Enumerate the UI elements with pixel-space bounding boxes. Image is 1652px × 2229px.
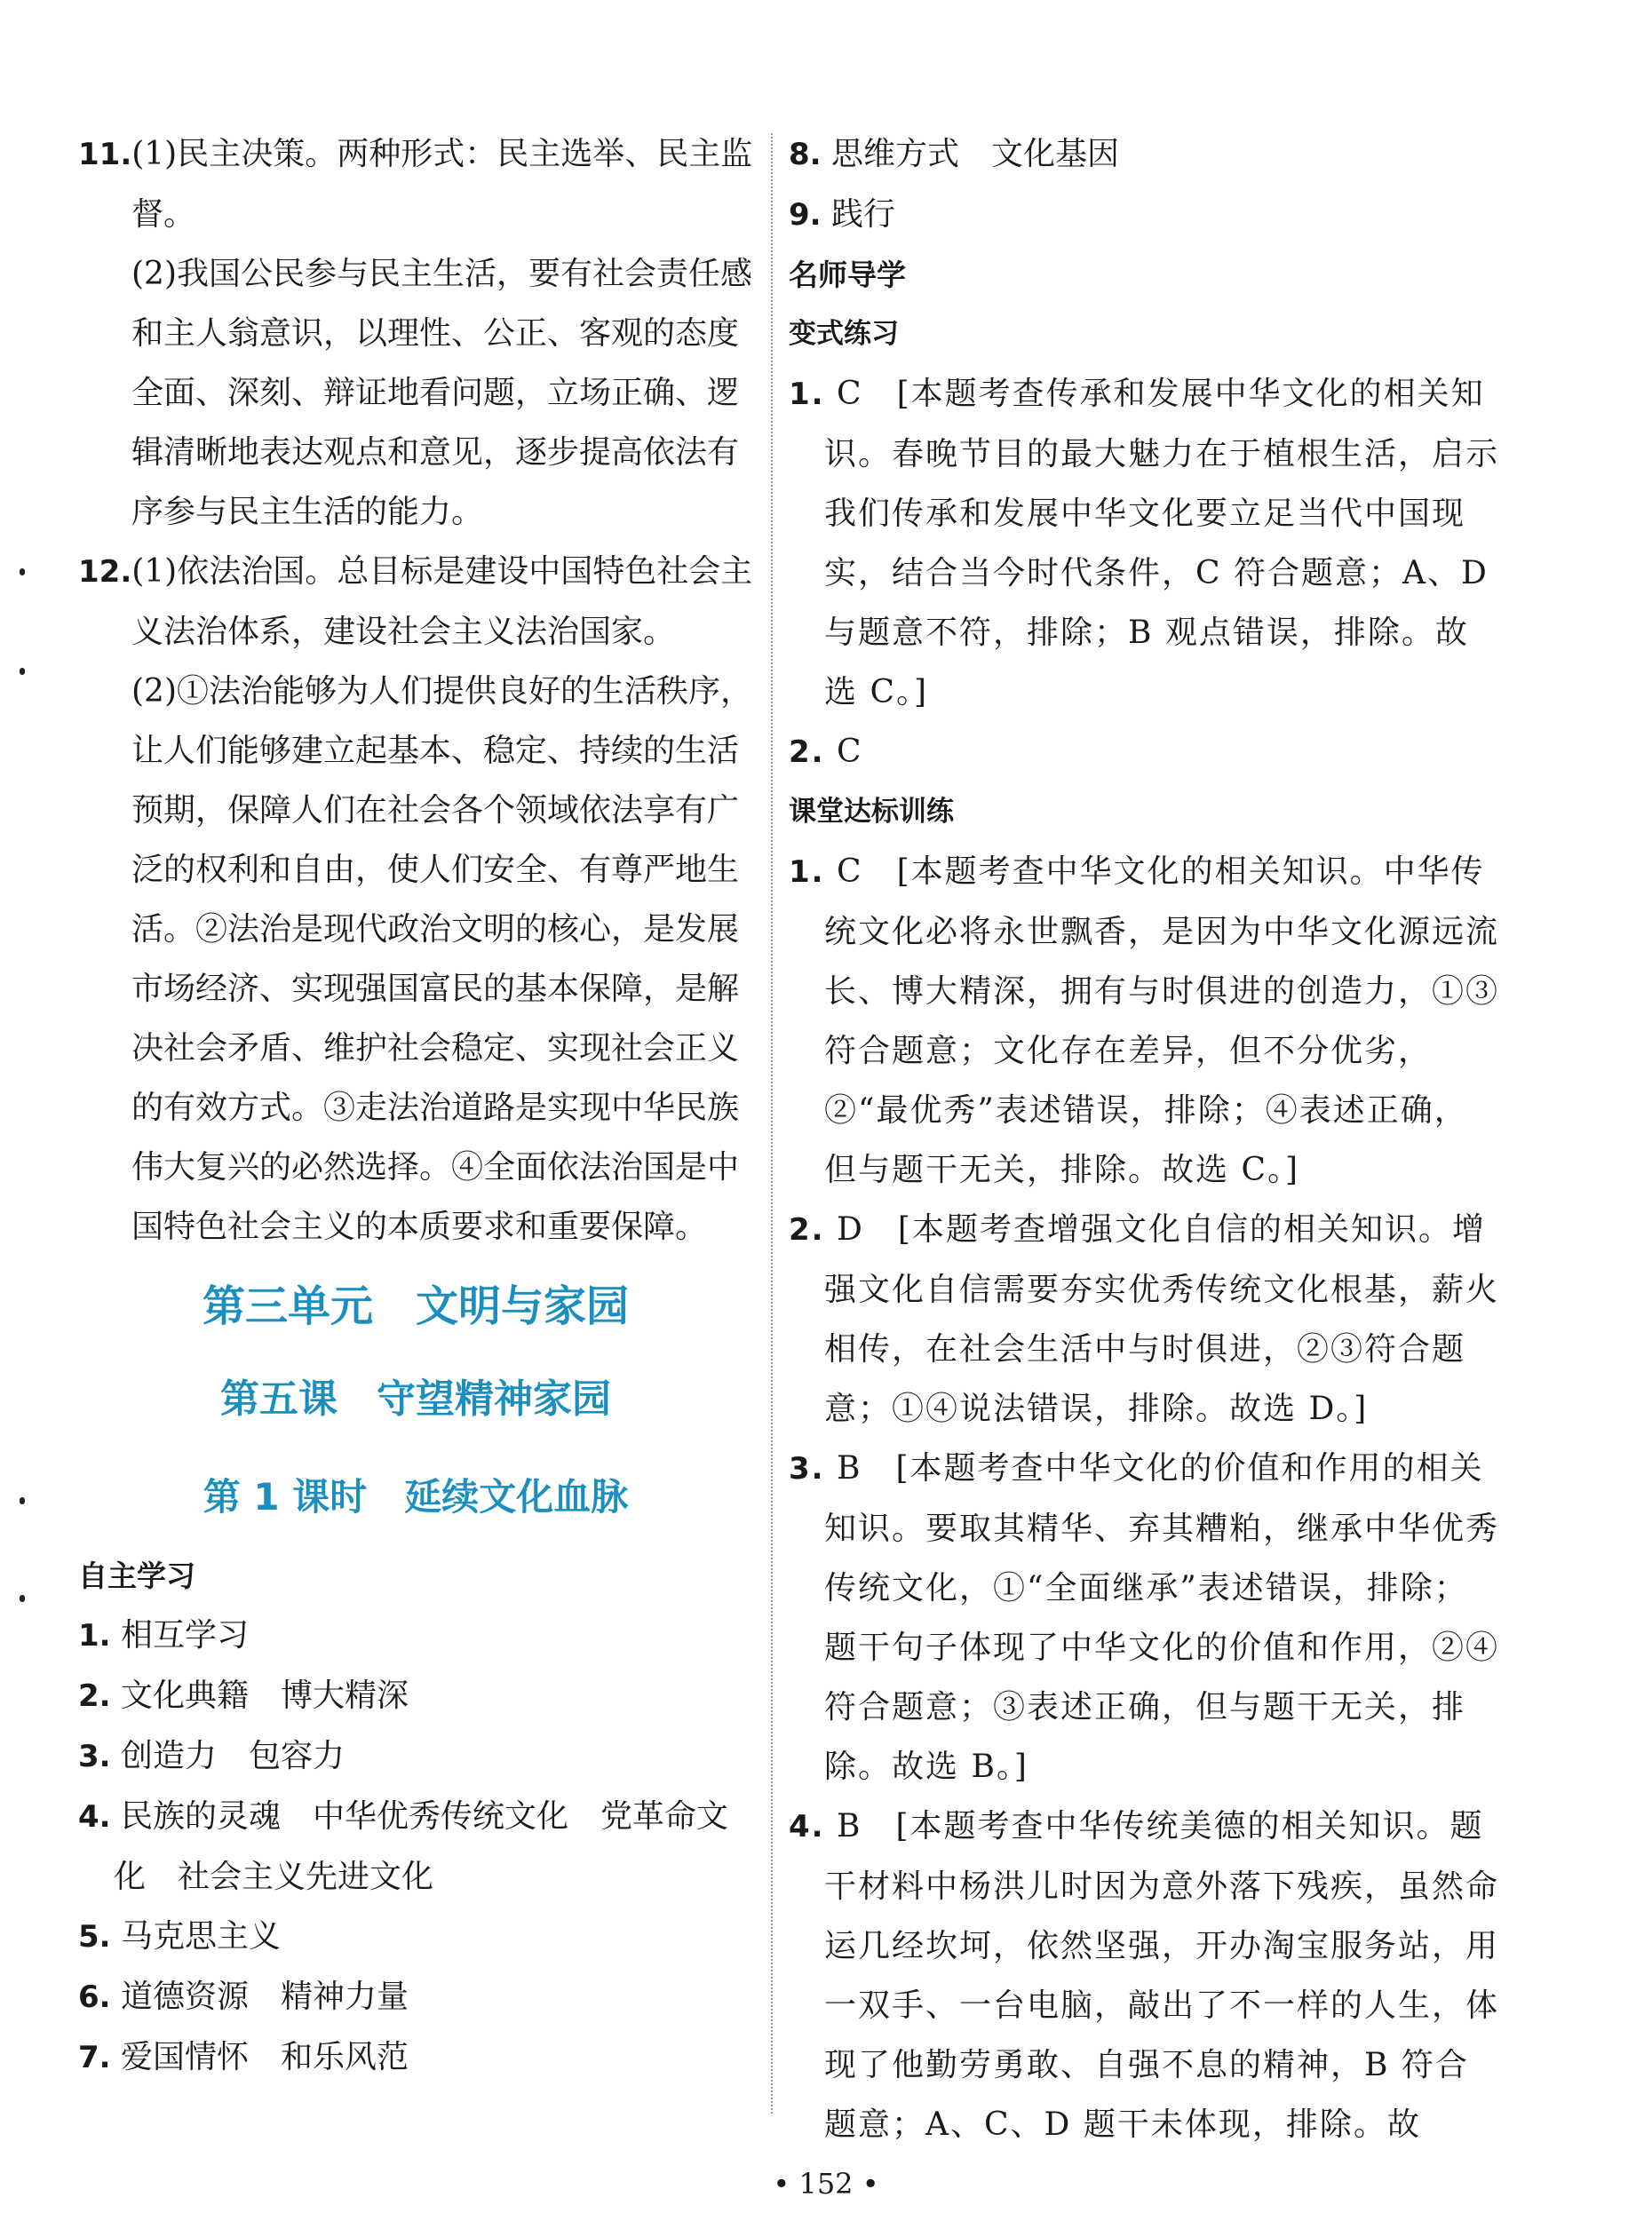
margin-mark — [20, 1595, 25, 1602]
answer-q11: 11.(1)民主决策。两种形式：民主选举、民主监督。 — [78, 136, 753, 233]
answer-item: 2. C — [789, 734, 863, 770]
answer-item: 1. C [本题考查中华文化的相关知识。中华传统文化必将永世飘香，是因为中华文化源远流长、博大精深，拥有与时俱进的创造力，①③符合题意；文化存在差异，但不分优劣，②“最优秀”表述错误，排除；④表述正确，但与题干无关，排除。故选 C。] — [789, 853, 1500, 1188]
answer-item: 3. B [本题考查中华文化的价值和作用的相关知识。要取其精华、弃其糟粕，继承中华优秀传统文化，①“全面继承”表述错误，排除；题干句子体现了中华文化的价值和作用，②④符合题意；③表述正确，但与题干无关，排除。故选 B。] — [789, 1450, 1500, 1785]
column-divider — [771, 133, 773, 2114]
margin-mark — [20, 1497, 25, 1504]
list-item: 9. 践行 — [789, 196, 896, 233]
answer-q12-part2: (2)①法治能够为人们提供良好的生活秩序，让人们能够建立起基本、稳定、持续的生活预期，保障人们在社会各个领域依法享有广泛的权利和自由，使人们安全、有尊严地生活。②法治是现代政治文明的核心，是发展市场经济、实现强国富民的基本保障，是解决社会矛盾、维护社会稳定、实现社会正义的有效方式。③走法治道路是实现中华民族伟大复兴的必然选择。④全面依法治国是中国特色社会主义的本质要求和重要保障。 — [131, 673, 752, 1245]
answer-q11-part2: (2)我国公民参与民主生活，要有社会责任感和主人翁意识，以理性、公正、客观的态度全面、深刻、辩证地看问题，立场正确、逻辑清晰地表达观点和意见，逐步提高依法有序参与民主生活的能力。 — [131, 256, 752, 530]
lesson-title: 第五课 守望精神家园 — [220, 1376, 611, 1422]
unit-title: 第三单元 文明与家园 — [202, 1281, 629, 1331]
list-item: 1. 相互学习 — [78, 1617, 250, 1654]
list-item: 4. 民族的灵魂 中华优秀传统文化 党革命文化 社会主义先进文化 — [78, 1798, 729, 1895]
answer-item: 2. D [本题考查增强文化自信的相关知识。增强文化自信需要夯实优秀传统文化根基，薪火相传，在社会生活中与时俱进，②③符合题意；①④说法错误，排除。故选 D。] — [789, 1211, 1500, 1427]
answer-item: 4. B [本题考查中华传统美德的相关知识。题干材料中杨洪儿时因为意外落下残疾，虽然命运几经坎坷，依然坚强，开办淘宝服务站，用一双手、一台电脑，敲出了不一样的人生，体现了他勤劳勇敢、自强不息的精神，B 符合题意；A、C、D 题干未体现，排除。故 — [789, 1808, 1500, 2143]
answer-item: 1. C [本题考查传承和发展中华文化的相关知识。春晚节目的最大魅力在于植根生活，启示我们传承和发展中华文化要立足当代中国现实，结合当今时代条件，C 符合题意；A、D 与题意不符，排除；B 观点错误，排除。故选 C。] — [789, 376, 1500, 710]
page-number: • 152 • — [773, 2167, 879, 2201]
list-item: 8. 思维方式 文化基因 — [789, 136, 1120, 172]
list-item: 6. 道德资源 精神力量 — [78, 1979, 409, 2015]
list-item: 3. 创造力 包容力 — [78, 1738, 345, 1774]
left-column — [78, 124, 753, 2088]
section-heading-zizhu: 自主学习 — [78, 1559, 195, 1593]
margin-mark — [20, 568, 25, 575]
margin-mark — [20, 668, 25, 675]
answer-q12: 12.(1)依法治国。总目标是建设中国特色社会主义法治体系，建设社会主义法治国家。 — [78, 553, 753, 650]
right-column — [789, 124, 1499, 2154]
section-heading-ketang: 课堂达标训练 — [789, 796, 954, 828]
list-item: 7. 爱国情怀 和乐风范 — [78, 2039, 409, 2075]
section-heading-mingshi: 名师导学 — [789, 258, 906, 292]
period-title: 第 1 课时 延续文化血脉 — [203, 1475, 629, 1519]
list-item: 5. 马克思主义 — [78, 1918, 282, 1955]
section-heading-bianshi: 变式练习 — [789, 318, 899, 350]
zizhu-list — [78, 1606, 753, 2088]
list-item: 2. 文化典籍 博大精深 — [78, 1678, 409, 1714]
